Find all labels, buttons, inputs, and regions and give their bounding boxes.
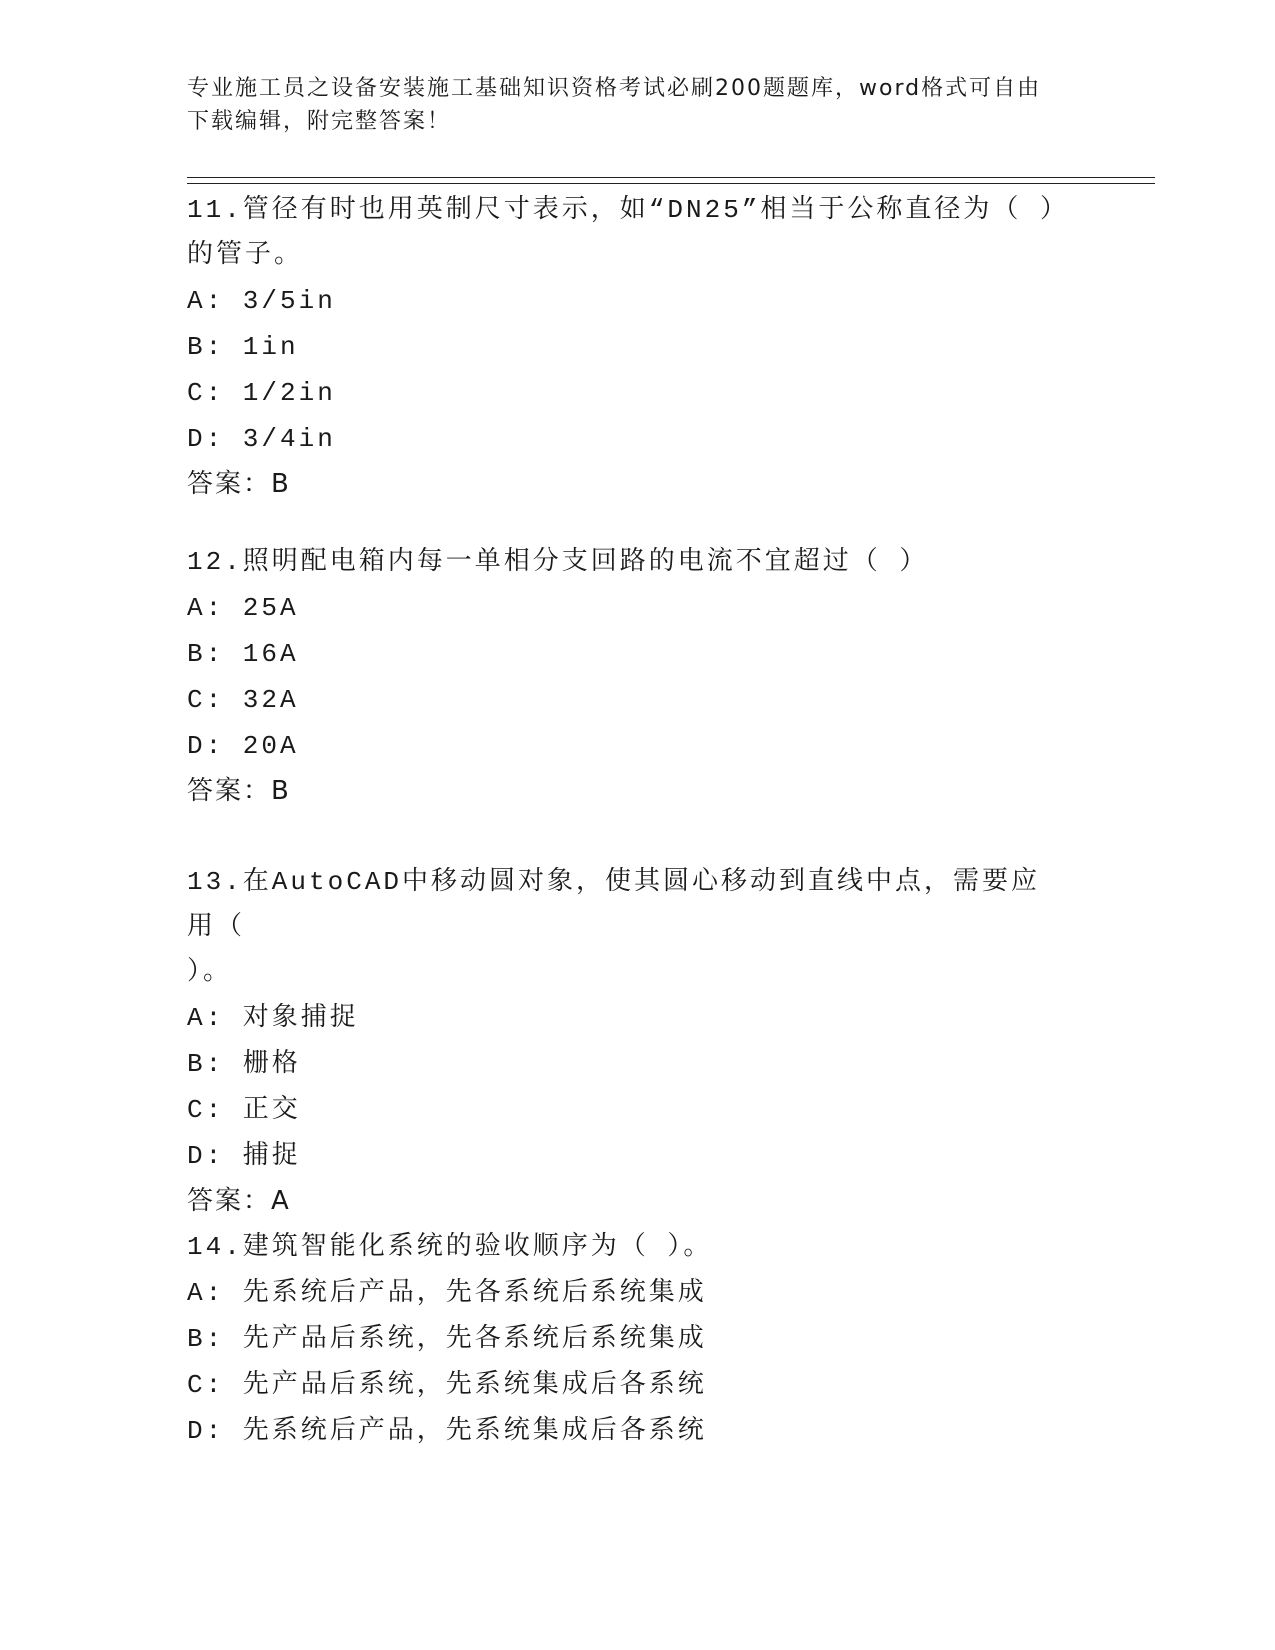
answer-text: 答案：B xyxy=(187,469,291,499)
header-title-line-2: 下载编辑，附完整答案！ xyxy=(187,109,452,134)
question-14 xyxy=(187,1225,1067,1454)
question-12 xyxy=(187,540,1067,813)
header-divider-top xyxy=(187,177,1155,178)
option-c: C: 正交 xyxy=(187,1095,301,1125)
document-header xyxy=(187,72,1087,138)
option-c: C: 1/2in xyxy=(187,378,336,408)
option-a: A: 先系统后产品，先各系统后系统集成 xyxy=(187,1278,707,1308)
option-a: A: 25A xyxy=(187,593,299,623)
question-stem-line-2: 的管子。 xyxy=(187,240,304,270)
option-b: B: 1in xyxy=(187,332,299,362)
header-title-line-1: 专业施工员之设备安装施工基础知识资格考试必刷200题题库，word格式可自由 xyxy=(187,76,1042,101)
question-stem-line-2: ）。 xyxy=(187,957,233,987)
question-stem-line-1: 14.建筑智能化系统的验收顺序为（ ）。 xyxy=(187,1232,713,1262)
question-stem-line-1: 12.照明配电箱内每一单相分支回路的电流不宜超过（ ） xyxy=(187,547,929,577)
option-a: A: 对象捕捉 xyxy=(187,1003,359,1033)
question-13 xyxy=(187,860,1067,1223)
option-c: C: 32A xyxy=(187,685,299,715)
question-stem-line-1: 13.在AutoCAD中移动圆对象，使其圆心移动到直线中点，需要应用（ xyxy=(187,867,1041,942)
option-d: D: 捕捉 xyxy=(187,1141,301,1171)
option-a: A: 3/5in xyxy=(187,286,336,316)
option-c: C: 先产品后系统，先系统集成后各系统 xyxy=(187,1370,707,1400)
option-d: D: 20A xyxy=(187,731,299,761)
option-b: B: 栅格 xyxy=(187,1049,301,1079)
question-11 xyxy=(187,188,1070,506)
header-divider-bottom xyxy=(187,183,1155,184)
option-b: B: 先产品后系统，先各系统后系统集成 xyxy=(187,1324,707,1354)
option-d: D: 3/4in xyxy=(187,424,336,454)
option-d: D: 先系统后产品，先系统集成后各系统 xyxy=(187,1416,707,1446)
question-stem-line-1: 11.管径有时也用英制尺寸表示，如“DN25”相当于公称直径为（ ） xyxy=(187,195,1070,225)
answer-text: 答案：B xyxy=(187,776,291,806)
option-b: B: 16A xyxy=(187,639,299,669)
answer-text: 答案：A xyxy=(187,1186,291,1216)
